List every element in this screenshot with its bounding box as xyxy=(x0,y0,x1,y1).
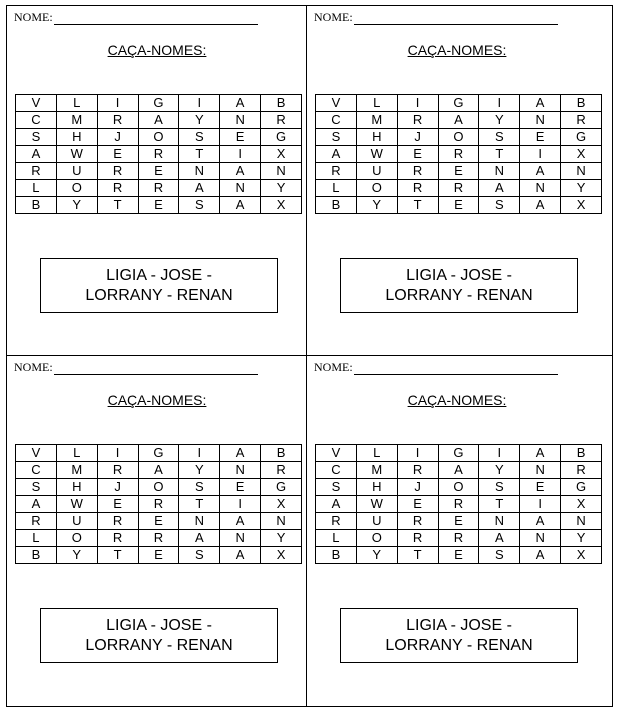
grid-letter: I xyxy=(220,496,261,513)
grid-letter: O xyxy=(138,479,179,496)
grid-letter: R xyxy=(438,496,479,513)
worksheet-title: CAÇA-NOMES: xyxy=(407,392,507,408)
grid-letter: C xyxy=(316,112,357,129)
grid-letter: B xyxy=(261,95,302,112)
grid-letter: C xyxy=(16,462,57,479)
grid-letter: S xyxy=(179,479,220,496)
grid-letter: X xyxy=(261,496,302,513)
grid-letter: A xyxy=(520,547,561,564)
grid-letter: T xyxy=(97,547,138,564)
names-line-2: LORRANY - RENAN xyxy=(385,636,533,654)
grid-letter: Y xyxy=(479,462,520,479)
grid-letter: N xyxy=(220,530,261,547)
grid-row xyxy=(16,146,302,163)
grid-letter: O xyxy=(56,530,97,547)
grid-row xyxy=(316,496,602,513)
grid-letter: A xyxy=(220,163,261,180)
grid-letter: A xyxy=(316,496,357,513)
grid-letter: X xyxy=(561,496,602,513)
grid-letter: R xyxy=(316,163,357,180)
grid-letter: J xyxy=(97,479,138,496)
worksheet-title: CAÇA-NOMES: xyxy=(407,42,507,58)
names-line-2: LORRANY - RENAN xyxy=(85,636,233,654)
worksheet-title: CAÇA-NOMES: xyxy=(107,42,207,58)
grid-letter: T xyxy=(179,496,220,513)
nome-field xyxy=(14,360,258,375)
grid-letter: N xyxy=(179,513,220,530)
grid-letter: L xyxy=(316,180,357,197)
grid-letter: R xyxy=(261,112,302,129)
grid-letter: T xyxy=(97,197,138,214)
nome-label: NOME: xyxy=(14,360,53,374)
grid-row xyxy=(316,513,602,530)
grid-letter: W xyxy=(56,496,97,513)
worksheet-cell xyxy=(7,356,307,706)
names-line-1: LIGIA - JOSE - xyxy=(106,266,212,284)
grid-letter: G xyxy=(438,95,479,112)
worksheet-cell xyxy=(7,6,307,356)
grid-letter: A xyxy=(520,445,561,462)
grid-letter: I xyxy=(397,95,438,112)
grid-letter: S xyxy=(179,129,220,146)
grid-letter: O xyxy=(138,129,179,146)
grid-letter: U xyxy=(56,513,97,530)
grid-letter: E xyxy=(138,547,179,564)
grid-letter: S xyxy=(179,197,220,214)
grid-letter: A xyxy=(220,445,261,462)
grid-letter: U xyxy=(356,513,397,530)
grid-letter: S xyxy=(316,129,357,146)
grid-letter: A xyxy=(179,180,220,197)
grid-letter: O xyxy=(356,530,397,547)
grid-letter: C xyxy=(316,462,357,479)
grid-letter: E xyxy=(397,146,438,163)
grid-letter: G xyxy=(138,445,179,462)
grid-letter: A xyxy=(520,95,561,112)
worksheet-cell xyxy=(307,6,607,356)
grid-letter: E xyxy=(438,163,479,180)
nome-label: NOME: xyxy=(314,360,353,374)
grid-letter: I xyxy=(97,95,138,112)
grid-letter: R xyxy=(138,146,179,163)
grid-letter: R xyxy=(397,513,438,530)
grid-letter: J xyxy=(97,129,138,146)
grid-row xyxy=(16,462,302,479)
grid-letter: N xyxy=(520,180,561,197)
grid-row xyxy=(16,496,302,513)
grid-letter: B xyxy=(561,445,602,462)
grid-letter: N xyxy=(479,163,520,180)
grid-row xyxy=(316,112,602,129)
grid-letter: X xyxy=(561,547,602,564)
grid-letter: B xyxy=(561,95,602,112)
nome-blank-line xyxy=(354,362,558,375)
grid-letter: M xyxy=(356,112,397,129)
names-line-1: LIGIA - JOSE - xyxy=(406,616,512,634)
grid-letter: Y xyxy=(56,197,97,214)
grid-letter: U xyxy=(56,163,97,180)
grid-letter: V xyxy=(316,445,357,462)
grid-letter: L xyxy=(356,95,397,112)
grid-letter: V xyxy=(16,95,57,112)
grid-letter: R xyxy=(97,462,138,479)
grid-letter: S xyxy=(479,197,520,214)
grid-letter: A xyxy=(220,513,261,530)
grid-letter: G xyxy=(261,129,302,146)
grid-letter: E xyxy=(220,129,261,146)
grid-letter: B xyxy=(316,197,357,214)
grid-letter: E xyxy=(97,146,138,163)
grid-letter: G xyxy=(261,479,302,496)
grid-letter: A xyxy=(520,197,561,214)
grid-letter: I xyxy=(479,95,520,112)
names-line-1: LIGIA - JOSE - xyxy=(106,616,212,634)
grid-letter: X xyxy=(261,146,302,163)
grid-letter: X xyxy=(261,547,302,564)
grid-letter: W xyxy=(56,146,97,163)
grid-row xyxy=(16,112,302,129)
grid-row xyxy=(316,180,602,197)
grid-letter: R xyxy=(97,163,138,180)
word-search-grid xyxy=(15,94,302,214)
grid-letter: S xyxy=(479,547,520,564)
names-line-2: LORRANY - RENAN xyxy=(385,286,533,304)
grid-letter: R xyxy=(561,112,602,129)
nome-label: NOME: xyxy=(14,10,53,24)
grid-letter: A xyxy=(179,530,220,547)
grid-row xyxy=(316,530,602,547)
grid-letter: C xyxy=(16,112,57,129)
grid-letter: Y xyxy=(561,180,602,197)
grid-letter: A xyxy=(16,146,57,163)
grid-letter: M xyxy=(56,112,97,129)
grid-letter: S xyxy=(16,129,57,146)
grid-letter: R xyxy=(97,112,138,129)
grid-row xyxy=(16,129,302,146)
grid-letter: I xyxy=(520,146,561,163)
names-box xyxy=(340,608,578,663)
grid-row xyxy=(16,513,302,530)
grid-letter: A xyxy=(438,462,479,479)
grid-letter: A xyxy=(220,547,261,564)
grid-letter: X xyxy=(261,197,302,214)
grid-letter: Y xyxy=(179,112,220,129)
grid-letter: E xyxy=(138,197,179,214)
grid-row xyxy=(316,462,602,479)
grid-letter: Y xyxy=(261,530,302,547)
grid-letter: N xyxy=(261,163,302,180)
grid-letter: Y xyxy=(356,197,397,214)
grid-letter: Y xyxy=(479,112,520,129)
grid-letter: L xyxy=(316,530,357,547)
nome-field xyxy=(314,360,558,375)
grid-letter: S xyxy=(479,479,520,496)
grid-letter: A xyxy=(16,496,57,513)
grid-letter: E xyxy=(520,479,561,496)
grid-letter: V xyxy=(316,95,357,112)
grid-letter: O xyxy=(56,180,97,197)
grid-letter: N xyxy=(220,462,261,479)
grid-letter: B xyxy=(16,197,57,214)
grid-letter: L xyxy=(16,180,57,197)
grid-letter: N xyxy=(179,163,220,180)
grid-letter: S xyxy=(179,547,220,564)
grid-letter: I xyxy=(179,445,220,462)
grid-letter: R xyxy=(438,180,479,197)
grid-letter: T xyxy=(479,496,520,513)
grid-letter: I xyxy=(520,496,561,513)
grid-letter: I xyxy=(97,445,138,462)
grid-letter: U xyxy=(356,163,397,180)
grid-letter: A xyxy=(138,462,179,479)
nome-blank-line xyxy=(54,362,258,375)
grid-letter: A xyxy=(479,180,520,197)
grid-letter: Y xyxy=(356,547,397,564)
grid-letter: E xyxy=(397,496,438,513)
grid-row xyxy=(316,129,602,146)
grid-letter: G xyxy=(438,445,479,462)
grid-letter: H xyxy=(56,479,97,496)
nome-field xyxy=(314,10,558,25)
grid-letter: E xyxy=(520,129,561,146)
grid-letter: E xyxy=(220,479,261,496)
grid-letter: X xyxy=(561,146,602,163)
nome-label: NOME: xyxy=(314,10,353,24)
grid-letter: A xyxy=(438,112,479,129)
grid-letter: G xyxy=(561,129,602,146)
grid-letter: H xyxy=(356,479,397,496)
grid-letter: R xyxy=(438,146,479,163)
grid-letter: R xyxy=(316,513,357,530)
grid-letter: N xyxy=(261,513,302,530)
grid-letter: J xyxy=(397,479,438,496)
grid-letter: G xyxy=(561,479,602,496)
grid-letter: Y xyxy=(261,180,302,197)
grid-letter: A xyxy=(479,530,520,547)
grid-letter: S xyxy=(479,129,520,146)
grid-letter: N xyxy=(520,462,561,479)
names-box xyxy=(40,608,278,663)
grid-letter: L xyxy=(56,445,97,462)
grid-letter: R xyxy=(397,462,438,479)
grid-letter: J xyxy=(397,129,438,146)
word-search-grid xyxy=(15,444,302,564)
grid-letter: R xyxy=(138,496,179,513)
grid-letter: E xyxy=(97,496,138,513)
grid-letter: W xyxy=(356,146,397,163)
grid-row xyxy=(16,163,302,180)
grid-letter: X xyxy=(561,197,602,214)
grid-letter: N xyxy=(220,180,261,197)
grid-letter: N xyxy=(561,163,602,180)
grid-letter: B xyxy=(261,445,302,462)
grid-letter: I xyxy=(397,445,438,462)
grid-letter: T xyxy=(479,146,520,163)
grid-letter: R xyxy=(138,180,179,197)
grid-letter: M xyxy=(56,462,97,479)
grid-letter: R xyxy=(97,180,138,197)
grid-letter: B xyxy=(16,547,57,564)
names-line-2: LORRANY - RENAN xyxy=(85,286,233,304)
grid-letter: E xyxy=(438,197,479,214)
grid-letter: R xyxy=(438,530,479,547)
names-box xyxy=(40,258,278,313)
grid-letter: A xyxy=(220,95,261,112)
grid-row xyxy=(316,445,602,462)
grid-letter: R xyxy=(261,462,302,479)
grid-row xyxy=(16,95,302,112)
nome-field xyxy=(14,10,258,25)
grid-letter: L xyxy=(16,530,57,547)
grid-letter: I xyxy=(479,445,520,462)
grid-letter: E xyxy=(138,513,179,530)
grid-letter: R xyxy=(561,462,602,479)
grid-letter: N xyxy=(561,513,602,530)
grid-row xyxy=(16,445,302,462)
grid-letter: R xyxy=(397,530,438,547)
grid-letter: T xyxy=(179,146,220,163)
grid-letter: V xyxy=(16,445,57,462)
grid-letter: R xyxy=(397,180,438,197)
names-line-1: LIGIA - JOSE - xyxy=(406,266,512,284)
grid-letter: T xyxy=(397,197,438,214)
grid-letter: N xyxy=(479,513,520,530)
grid-letter: N xyxy=(220,112,261,129)
grid-row xyxy=(316,479,602,496)
grid-letter: R xyxy=(97,530,138,547)
grid-letter: S xyxy=(316,479,357,496)
names-box xyxy=(340,258,578,313)
grid-letter: I xyxy=(179,95,220,112)
grid-letter: G xyxy=(138,95,179,112)
grid-letter: B xyxy=(316,547,357,564)
grid-letter: R xyxy=(16,513,57,530)
grid-letter: N xyxy=(520,530,561,547)
grid-letter: E xyxy=(438,513,479,530)
grid-row xyxy=(16,197,302,214)
grid-letter: L xyxy=(356,445,397,462)
worksheet-cell xyxy=(307,356,607,706)
grid-letter: T xyxy=(397,547,438,564)
grid-letter: R xyxy=(97,513,138,530)
grid-row xyxy=(316,547,602,564)
grid-letter: S xyxy=(16,479,57,496)
grid-letter: A xyxy=(220,197,261,214)
grid-letter: L xyxy=(56,95,97,112)
grid-row xyxy=(16,530,302,547)
grid-letter: A xyxy=(138,112,179,129)
grid-letter: R xyxy=(16,163,57,180)
grid-letter: A xyxy=(316,146,357,163)
grid-letter: H xyxy=(356,129,397,146)
grid-letter: I xyxy=(220,146,261,163)
grid-letter: O xyxy=(438,479,479,496)
grid-row xyxy=(316,95,602,112)
grid-row xyxy=(316,163,602,180)
grid-letter: O xyxy=(356,180,397,197)
word-search-grid xyxy=(315,94,602,214)
grid-letter: A xyxy=(520,163,561,180)
grid-letter: W xyxy=(356,496,397,513)
grid-letter: E xyxy=(438,547,479,564)
word-search-grid xyxy=(315,444,602,564)
grid-row xyxy=(316,197,602,214)
grid-letter: A xyxy=(520,513,561,530)
grid-letter: Y xyxy=(179,462,220,479)
nome-blank-line xyxy=(354,12,558,25)
grid-letter: R xyxy=(397,112,438,129)
grid-row xyxy=(16,180,302,197)
grid-letter: O xyxy=(438,129,479,146)
grid-row xyxy=(16,479,302,496)
grid-row xyxy=(316,146,602,163)
nome-blank-line xyxy=(54,12,258,25)
worksheet-title: CAÇA-NOMES: xyxy=(107,392,207,408)
grid-letter: Y xyxy=(56,547,97,564)
grid-letter: M xyxy=(356,462,397,479)
grid-letter: R xyxy=(138,530,179,547)
grid-letter: N xyxy=(520,112,561,129)
grid-letter: H xyxy=(56,129,97,146)
grid-row xyxy=(16,547,302,564)
grid-letter: Y xyxy=(561,530,602,547)
grid-letter: E xyxy=(138,163,179,180)
grid-letter: R xyxy=(397,163,438,180)
